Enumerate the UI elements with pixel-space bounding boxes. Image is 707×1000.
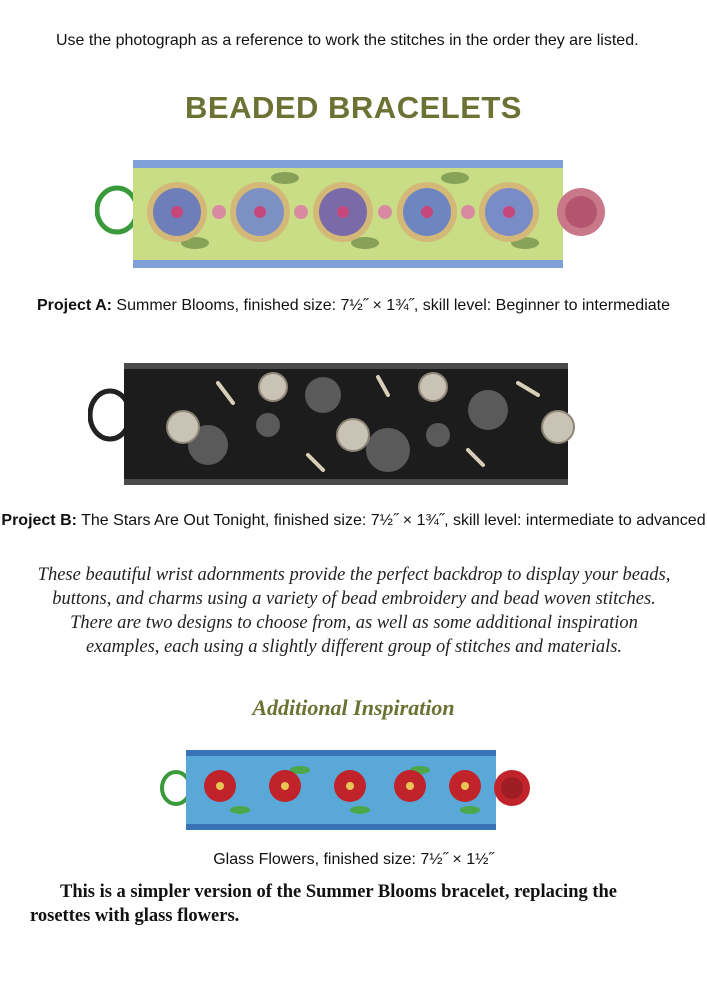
closing-paragraph	[30, 880, 680, 928]
summer-blooms-bracelet-photo	[95, 148, 615, 280]
project-b-caption	[0, 510, 707, 532]
page-title: BEADED BRACELETS	[185, 90, 522, 125]
project-a-label: Project A:	[36, 297, 112, 314]
intro-text	[30, 30, 670, 52]
project-b-text: The Stars Are Out Tonight, finished size: 7½˝ × 1¾˝, skill level: intermediate to advanced	[76, 512, 706, 529]
stars-bracelet-photo	[88, 355, 610, 493]
intro-content: Use the photograph as a reference to work the stitches in the order they are listed.	[56, 32, 639, 49]
project-b-label: Project B:	[1, 512, 77, 529]
project-a-caption	[0, 295, 707, 317]
description-paragraph: These beautiful wrist adornments provide the perfect backdrop to display your beads, buttons, and charms using a variety of bead embroidery and bead woven stitches. There are two designs to choose from, as well as some additional inspiration examples, each using a slightly different group of stitches and materials.	[37, 565, 671, 657]
project-a-text: Summer Blooms, finished size: 7½˝ × 1¾˝, skill level: Beginner to intermediate	[111, 297, 670, 314]
additional-inspiration-heading: Additional Inspiration	[252, 695, 455, 720]
closing-text: This is a simpler version of the Summer Blooms bracelet, replacing the rosettes with glass flowers.	[30, 882, 618, 926]
glass-flowers-bracelet-photo	[160, 740, 545, 840]
glass-flowers-caption: Glass Flowers, finished size: 7½˝ × 1½˝	[213, 851, 494, 868]
